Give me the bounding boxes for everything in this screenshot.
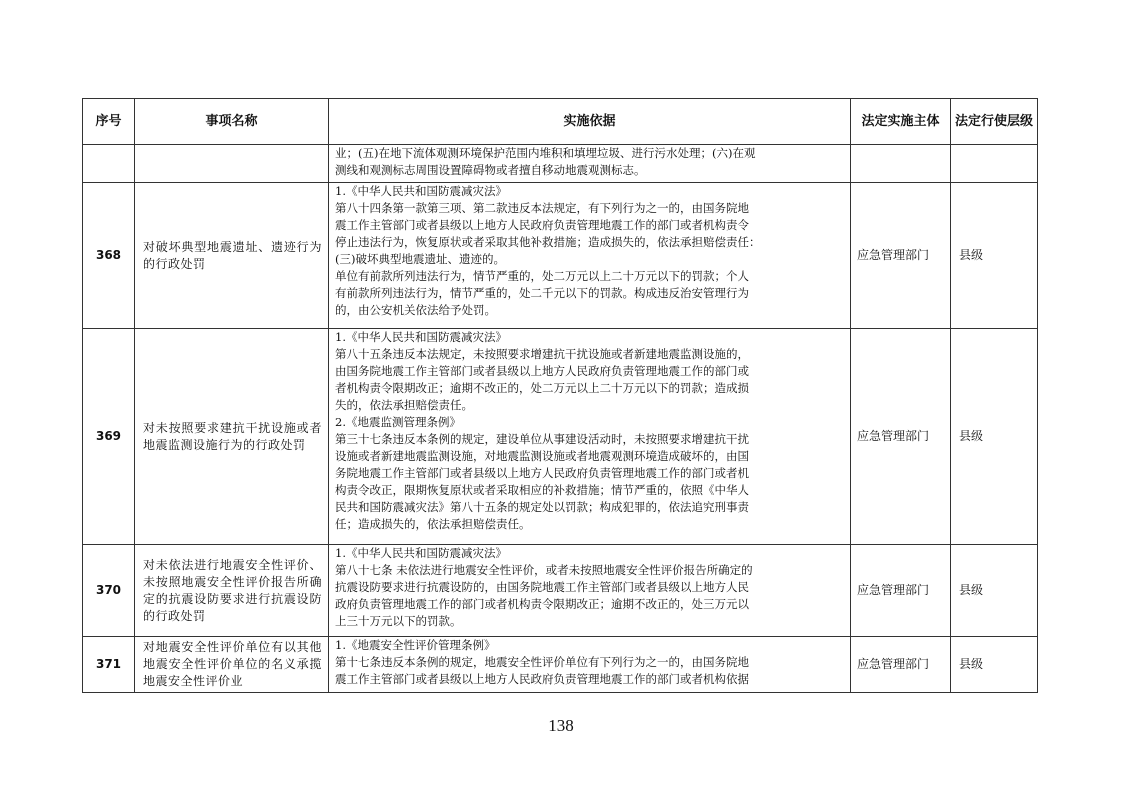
- table-row: [83, 183, 1038, 329]
- basis-line: 震工作主管部门或者县级以上地方人民政府负责管理地震工作的部门或者机构责令: [335, 218, 749, 232]
- row-basis: [329, 145, 851, 183]
- header-level: 法定行使层级: [951, 99, 1038, 145]
- basis-line: 1.《中华人民共和国防震减灾法》: [335, 330, 507, 344]
- row-no: [83, 145, 135, 183]
- row-no: 370: [83, 545, 135, 637]
- row-level: [951, 145, 1038, 183]
- row-subject: 应急管理部门: [851, 329, 951, 545]
- basis-line: 务院地震工作主管部门或者县级以上地方人民政府负责管理地震工作的部门或者机: [335, 466, 749, 480]
- basis-line: 第八十七条 未依法进行地震安全性评价，或者未按照地震安全性评价报告所确定的: [335, 563, 753, 577]
- basis-line: 2.《地震监测管理条例》: [335, 415, 461, 429]
- row-item-name: 对未依法进行地震安全性评价、未按照地震安全性评价报告所确定的抗震设防要求进行抗震设防的行政处罚: [135, 545, 329, 637]
- header-item-name: 事项名称: [135, 99, 329, 145]
- basis-line: 第十七条违反本条例的规定，地震安全性评价单位有下列行为之一的，由国务院地: [335, 655, 749, 669]
- basis-line: 1.《地震安全性评价管理条例》: [335, 638, 496, 652]
- row-basis: [329, 183, 851, 329]
- basis-line: 的，由公安机关依法给予处罚。: [335, 303, 496, 317]
- row-item-name: [135, 145, 329, 183]
- basis-line: 第三十七条违反本条例的规定，建设单位从事建设活动时，未按照要求增建抗干扰: [335, 432, 749, 446]
- row-item-name: 对破坏典型地震遗址、遗迹行为的行政处罚: [135, 183, 329, 329]
- row-level: 县级: [951, 637, 1038, 693]
- table-row: [83, 545, 1038, 637]
- page-number: 138: [548, 716, 574, 735]
- basis-line: 业；(五)在地下流体观测环境保护范围内堆积和填埋垃圾、进行污水处理；(六)在观: [335, 146, 756, 160]
- row-level: 县级: [951, 545, 1038, 637]
- basis-line: 有前款所列违法行为，情节严重的，处二千元以下的罚款。构成违反治安管理行为: [335, 286, 749, 300]
- table-row: [83, 145, 1038, 183]
- basis-line: 1.《中华人民共和国防震减灾法》: [335, 546, 507, 560]
- basis-line: 测线和观测标志周围设置障碍物或者擅自移动地震观测标志。: [335, 163, 646, 177]
- row-subject: [851, 145, 951, 183]
- row-no: 369: [83, 329, 135, 545]
- row-no: 368: [83, 183, 135, 329]
- header-basis: 实施依据: [329, 99, 851, 145]
- row-item-name: 对地震安全性评价单位有以其他地震安全性评价单位的名义承揽地震安全性评价业: [135, 637, 329, 693]
- header-row: [83, 99, 1038, 145]
- row-level: 县级: [951, 183, 1038, 329]
- row-no: 371: [83, 637, 135, 693]
- basis-line: 任；造成损失的，依法承担赔偿责任。: [335, 517, 531, 531]
- basis-line: 停止违法行为，恢复原状或者采取其他补救措施；造成损失的，依法承担赔偿责任：: [335, 235, 761, 249]
- basis-line: 第八十四条第一款第三项、第二款违反本法规定，有下列行为之一的，由国务院地: [335, 201, 749, 215]
- row-level: 县级: [951, 329, 1038, 545]
- basis-line: 抗震设防要求进行抗震设防的，由国务院地震工作主管部门或者县级以上地方人民: [335, 580, 749, 594]
- row-subject: 应急管理部门: [851, 183, 951, 329]
- row-item-name: 对未按照要求建抗干扰设施或者地震监测设施行为的行政处罚: [135, 329, 329, 545]
- header-no: 序号: [83, 99, 135, 145]
- basis-line: 政府负责管理地震工作的部门或者机构责令限期改正；逾期不改正的，处三万元以: [335, 597, 749, 611]
- basis-line: 者机构责令限期改正；逾期不改正的，处二万元以上二十万元以下的罚款；造成损: [335, 381, 749, 395]
- row-subject: 应急管理部门: [851, 545, 951, 637]
- table-row: [83, 637, 1038, 693]
- basis-line: 设施或者新建地震监测设施，对地震监测设施或者地震观测环境造成破坏的，由国: [335, 449, 749, 463]
- basis-line: 单位有前款所列违法行为，情节严重的，处二万元以上二十万元以下的罚款；个人: [335, 269, 749, 283]
- row-basis: [329, 637, 851, 693]
- row-basis: [329, 329, 851, 545]
- basis-line: 震工作主管部门或者县级以上地方人民政府负责管理地震工作的部门或者机构依据: [335, 672, 749, 686]
- basis-line: 1.《中华人民共和国防震减灾法》: [335, 184, 507, 198]
- administrative-penalty-table: [82, 98, 1038, 693]
- basis-line: 上三十万元以下的罚款。: [335, 614, 462, 628]
- row-subject: 应急管理部门: [851, 637, 951, 693]
- basis-line: 第八十五条违反本法规定，未按照要求增建抗干扰设施或者新建地震监测设施的，: [335, 347, 749, 361]
- basis-line: (三)破坏典型地震遗址、遗迹的。: [335, 252, 505, 266]
- row-basis: [329, 545, 851, 637]
- basis-line: 由国务院地震工作主管部门或者县级以上地方人民政府负责管理地震工作的部门或: [335, 364, 749, 378]
- basis-line: 失的，依法承担赔偿责任。: [335, 398, 473, 412]
- basis-line: 民共和国防震减灾法》第八十五条的规定处以罚款；构成犯罪的，依法追究刑事责: [335, 500, 749, 514]
- basis-line: 构责令改正，限期恢复原状或者采取相应的补救措施；情节严重的，依照《中华人: [335, 483, 749, 497]
- header-subject: 法定实施主体: [851, 99, 951, 145]
- table-row: [83, 329, 1038, 545]
